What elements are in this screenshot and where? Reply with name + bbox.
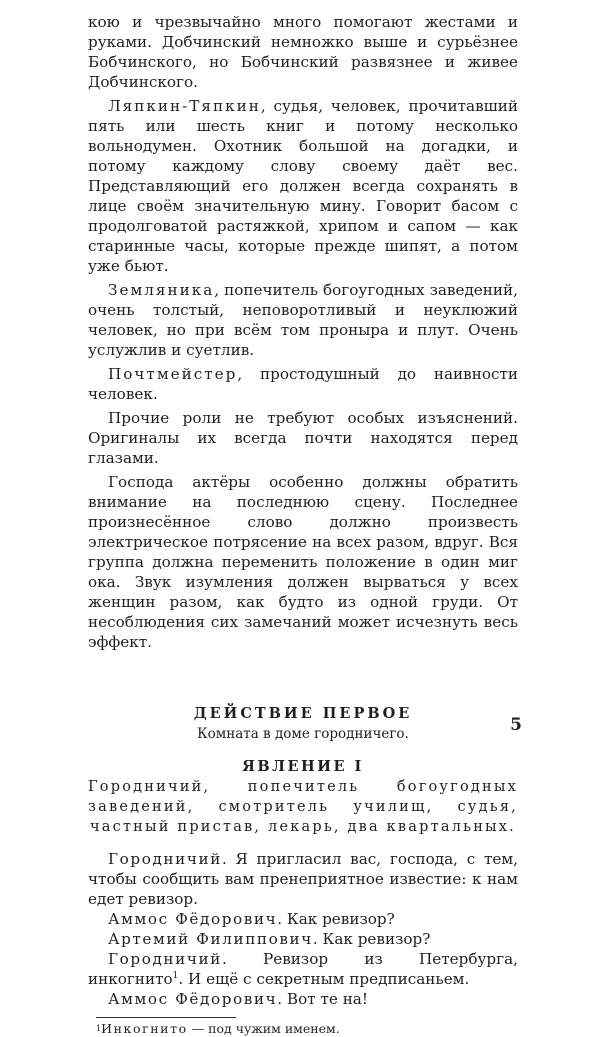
footnote-mark: 1 bbox=[96, 1024, 102, 1033]
footnote-text: — под чужим именем. bbox=[187, 1021, 340, 1036]
dialog-line bbox=[88, 989, 518, 1009]
speech-text: . И ещё с секретным предписаньем. bbox=[178, 970, 470, 988]
character-name-lyapkin: Ляпкин-Тяпкин bbox=[108, 97, 261, 115]
speaker-name: Аммос Фёдорович bbox=[108, 990, 278, 1008]
scene-title: ЯВЛЕНИЕ I bbox=[242, 758, 364, 775]
paragraph-pochtmeister bbox=[88, 364, 518, 404]
dialog-line bbox=[88, 929, 518, 949]
dialog-block bbox=[88, 849, 518, 1009]
dialog-line bbox=[88, 849, 518, 909]
speech-text: . Как ревизор? bbox=[312, 930, 431, 948]
speech-text: . Как ревизор? bbox=[277, 910, 395, 928]
paragraph-zemlyanika bbox=[88, 280, 518, 360]
speech-text: . Ревизор из Петербурга, инкогнито bbox=[88, 950, 518, 988]
scene-characters: Городничий, попечитель богоугодных заведений, смотритель училищ, судья, частный пристав, лекарь, два квартальных. bbox=[88, 779, 518, 835]
character-name-pochtmeister: Почтмейстер bbox=[108, 365, 238, 383]
character-desc-pochtmeister: , простодушный до наивности человек. bbox=[88, 365, 518, 403]
footnote-reference: 1 bbox=[172, 970, 179, 981]
speech-text: . Вот те на! bbox=[277, 990, 368, 1008]
paragraph-actors-note: Господа актёры особенно должны обратить внимание на последнюю сцену. Последнее произнесённое слово должно произвесть электрическое потрясение на всех разом, вдруг. Вся группа должна переменить положение в один миг ока. Звук изумления должен вырваться у всех женщин разом, как будто из одной груди. От несоблюдения сих замечаний может исчезнуть весь эффект. bbox=[88, 473, 518, 651]
character-desc-lyapkin: , судья, человек, прочитавший пять или шесть книг и потому несколько вольнодумен. Охотник большой на догадки, и потому каждому слову своему даёт вес. Представляющий его должен всегда сохранять в лице своём значительную мину. Говорит басом с продолговатой растяжкой, хрипом и сапом — как старинные часы, которые прежде шипят, а потом уже бьют. bbox=[88, 97, 518, 275]
speaker-name: Артемий Филиппович bbox=[108, 930, 313, 948]
dialog-line bbox=[88, 909, 518, 929]
speaker-name: Городничий bbox=[108, 950, 222, 968]
book-page bbox=[88, 12, 518, 1037]
footnote bbox=[96, 1021, 518, 1037]
character-name-zemlyanika: Земляника bbox=[108, 281, 215, 299]
speaker-name: Аммос Фёдорович bbox=[108, 910, 278, 928]
paragraph-bobchinsky: кою и чрезвычайно много помогают жестами и руками. Добчинский немножко выше и сурьёзнее Бобчинского, но Бобчинский развязнее и живее Добчинского. bbox=[88, 13, 518, 91]
dialog-line bbox=[88, 949, 518, 989]
page-number: 5 bbox=[510, 715, 522, 735]
footnote-divider bbox=[96, 1017, 236, 1018]
paragraph-lyapkin bbox=[88, 96, 518, 276]
act-setting: Комната в доме городничего. bbox=[197, 726, 409, 742]
character-desc-zemlyanika: , попечитель богоугодных заведений, очень толстый, неповоротливый и неуклюжий человек, но при всём том проныра и плут. Очень услужлив и суетлив. bbox=[88, 281, 518, 359]
paragraph-other-roles: Прочие роли не требуют особых изъяснений. Оригиналы их всегда почти находятся перед глазами. bbox=[88, 409, 518, 467]
act-title: ДЕЙСТВИЕ ПЕРВОЕ bbox=[193, 705, 413, 722]
speaker-name: Городничий bbox=[108, 850, 222, 868]
speech-text: . Я пригласил вас, господа, с тем, чтобы сообщить вам пренеприятное известие: к нам едет ревизор. bbox=[88, 850, 518, 908]
footnote-term: Инкогнито bbox=[101, 1021, 188, 1036]
